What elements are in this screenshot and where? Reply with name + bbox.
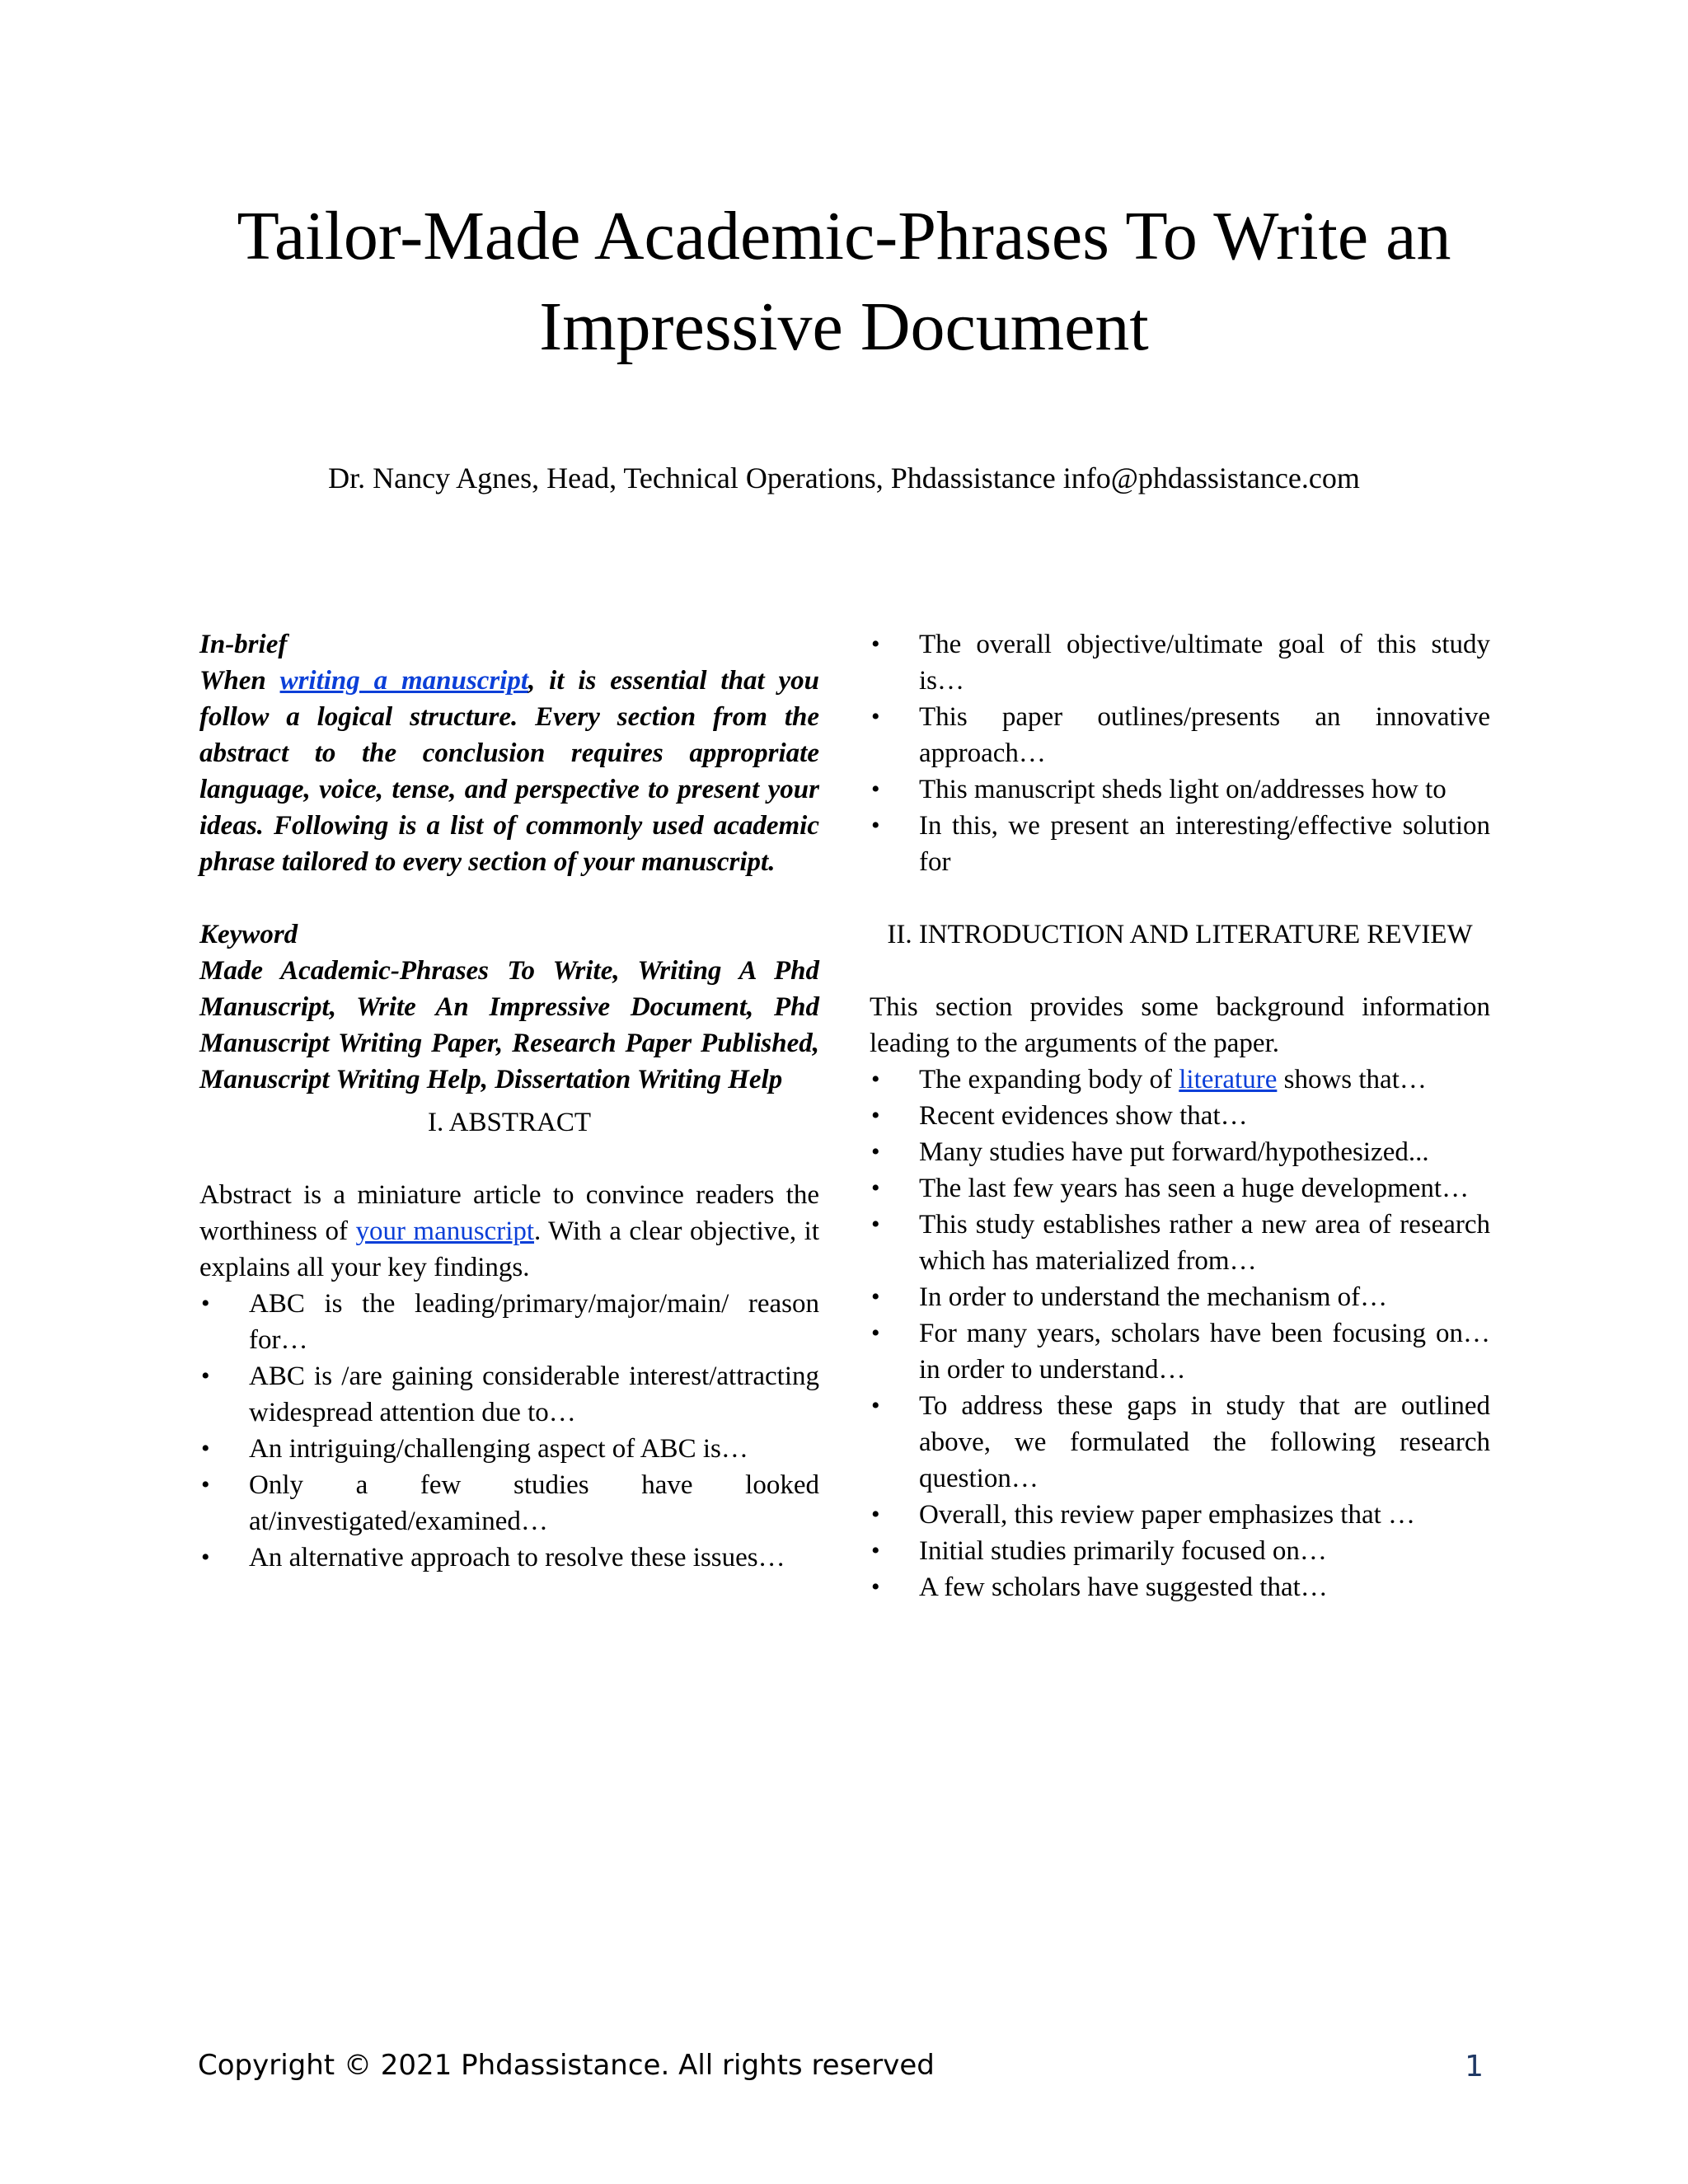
list-item-text: Only a few studies have looked at/investigated/examined…: [249, 1470, 819, 1536]
page-number: 1: [1465, 2050, 1484, 2083]
list-item-text: To address these gaps in study that are outlined above, we formulated the following research question…: [919, 1391, 1490, 1493]
list-item: [870, 1134, 1490, 1170]
copyright-notice: Copyright © 2021 Phdassistance. All rights reserved: [198, 2049, 935, 2082]
list-item-text: For many years, scholars have been focusing on… in order to understand…: [919, 1319, 1490, 1385]
in-brief-label: In-brief: [199, 630, 288, 659]
list-item-text: A few scholars have suggested that…: [919, 1572, 1328, 1602]
list-item-text: Initial studies primarily focused on…: [919, 1536, 1327, 1566]
bullet-icon: •: [871, 776, 880, 803]
list-item: [870, 1533, 1490, 1569]
list-item: [870, 1569, 1490, 1605]
list-item: [199, 1358, 819, 1431]
bullet-icon: •: [871, 1283, 880, 1310]
author-line: Dr. Nancy Agnes, Head, Technical Operations, Phdassistance info@phdassistance.com: [328, 462, 1360, 494]
list-item: [199, 1286, 819, 1358]
list-item-text: This study establishes rather a new area of research which has materialized from…: [919, 1210, 1490, 1276]
bullet-icon: •: [871, 630, 880, 658]
list-item: [870, 808, 1490, 880]
in-brief-text-end: , it is essential that you follow a logical structure. Every section from the abstract to the conclusion requires appropriate language, voice, tense, and perspective to present your ideas. Following is a list of commonly used academic phrase tailored to every section of your manuscript.: [199, 666, 819, 877]
bullet-icon: •: [871, 1501, 880, 1528]
list-item: [870, 1279, 1490, 1315]
abstract-bullet-list: [199, 1286, 819, 1576]
bullet-icon: •: [201, 1471, 210, 1498]
right-column: [870, 626, 1490, 1605]
writing-a-manuscript-link[interactable]: writing a manuscript: [279, 666, 529, 696]
bullet-icon: •: [871, 1211, 880, 1238]
list-item-text: An intriguing/challenging aspect of ABC is…: [249, 1434, 748, 1464]
left-column: [199, 626, 819, 1576]
list-item: [870, 771, 1490, 808]
list-item-text: Many studies have put forward/hypothesized...: [919, 1137, 1429, 1167]
list-item: [870, 699, 1490, 771]
your-manuscript-link[interactable]: your manuscript: [355, 1216, 535, 1246]
list-item-text: This paper outlines/presents an innovative approach…: [919, 702, 1490, 768]
list-item: [870, 1388, 1490, 1497]
bullet-icon: •: [201, 1435, 210, 1462]
keyword-text: Made Academic-Phrases To Write, Writing A Phd Manuscript, Write An Impressive Document, Phd Manuscript Writing Paper, Research Paper Published, Manuscript Writing Help, Dissertation Writing Help: [199, 956, 819, 1094]
list-item-text: This manuscript sheds light on/addresses how to: [919, 775, 1447, 804]
list-item: [870, 1098, 1490, 1134]
list-item-text: Overall, this review paper emphasizes that …: [919, 1500, 1416, 1530]
abstract-intro-end: . With a clear objective, it explains all your key findings.: [199, 1216, 819, 1282]
list-item: [199, 1540, 819, 1576]
list-item-text: In this, we present an interesting/effective solution for: [919, 811, 1490, 877]
bullet-icon: •: [871, 1066, 880, 1093]
introduction-intro: This section provides some background information leading to the arguments of the paper.: [870, 992, 1490, 1058]
introduction-bullet-list: [870, 1062, 1490, 1605]
list-item-text: ABC is /are gaining considerable interest/attracting widespread attention due to…: [249, 1361, 819, 1427]
list-item: [870, 1207, 1490, 1279]
list-item: [870, 1170, 1490, 1207]
bullet-icon: •: [201, 1544, 210, 1571]
bullet-icon: •: [871, 812, 880, 839]
list-item: [870, 1315, 1490, 1388]
list-item: [870, 1497, 1490, 1533]
bullet-icon: •: [871, 1174, 880, 1202]
list-item-text-end: shows that…: [1277, 1065, 1427, 1094]
bullet-icon: •: [201, 1290, 210, 1317]
list-item: [199, 1431, 819, 1467]
bullet-icon: •: [201, 1362, 210, 1390]
bullet-icon: •: [871, 1319, 880, 1347]
bullet-icon: •: [871, 1573, 880, 1601]
abstract-heading: I. ABSTRACT: [427, 1108, 592, 1137]
bullet-icon: •: [871, 1138, 880, 1165]
list-item-text: The overall objective/ultimate goal of this study is…: [919, 630, 1490, 696]
abstract-intro: [199, 1177, 819, 1286]
list-item-text: The last few years has seen a huge development…: [919, 1174, 1470, 1203]
list-item-text-start: The expanding body of: [919, 1065, 1179, 1094]
page-title: Tailor-Made Academic-Phrases To Write an Impressive Document: [237, 198, 1451, 365]
in-brief-text-start: When: [199, 666, 280, 696]
introduction-heading: II. INTRODUCTION AND LITERATURE REVIEW: [887, 920, 1473, 949]
list-item: [870, 1062, 1490, 1098]
objective-bullet-list: [870, 626, 1490, 880]
list-item-text: In order to understand the mechanism of…: [919, 1282, 1388, 1312]
list-item-text: ABC is the leading/primary/major/main/ reason for…: [249, 1289, 819, 1355]
literature-link[interactable]: literature: [1179, 1065, 1278, 1094]
keyword-label: Keyword: [199, 920, 298, 949]
bullet-icon: •: [871, 1102, 880, 1129]
bullet-icon: •: [871, 1392, 880, 1419]
bullet-icon: •: [871, 703, 880, 730]
list-item-text: Recent evidences show that…: [919, 1101, 1248, 1131]
in-brief-text: [199, 663, 819, 880]
bullet-icon: •: [871, 1537, 880, 1564]
list-item-text: An alternative approach to resolve these issues…: [249, 1543, 785, 1572]
abstract-intro-start: Abstract is a miniature article to convince readers the worthiness of: [199, 1180, 819, 1246]
list-item: [199, 1467, 819, 1540]
list-item: [870, 626, 1490, 699]
